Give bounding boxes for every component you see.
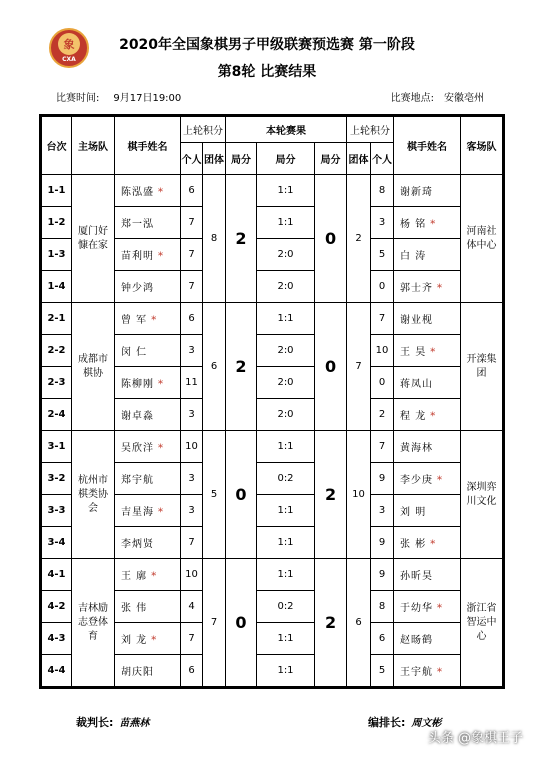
board-id: 3-2 xyxy=(42,463,72,495)
board-id: 1-2 xyxy=(42,207,72,239)
home-ind-prev: 3 xyxy=(181,335,203,367)
player-name: 于幼华 xyxy=(400,603,434,614)
star-mark: * xyxy=(151,315,158,326)
home-ind-prev: 7 xyxy=(181,271,203,303)
player-name: 张 彬 xyxy=(400,539,427,550)
player-name: 郑一泓 xyxy=(121,219,154,230)
away-team: 河南社体中心 xyxy=(461,175,503,303)
away-ind-prev: 0 xyxy=(371,367,394,399)
away-points: 0 xyxy=(315,303,347,431)
away-team: 浙江省智运中心 xyxy=(461,559,503,687)
away-ind-prev: 7 xyxy=(371,431,394,463)
away-player xyxy=(394,175,461,207)
table-row xyxy=(42,175,503,207)
player-name: 吉星海 xyxy=(121,507,154,518)
away-ind-prev: 3 xyxy=(371,207,394,239)
player-name: 赵旸鹤 xyxy=(400,635,434,646)
home-player xyxy=(115,239,181,271)
star-mark: * xyxy=(437,283,444,294)
player-name: 陈泓盛 xyxy=(121,187,154,198)
home-player xyxy=(115,623,181,655)
player-name: 杨 铭 xyxy=(400,219,427,230)
player-name: 郑宇航 xyxy=(121,475,154,486)
away-player xyxy=(394,655,461,687)
results-table xyxy=(41,116,503,687)
away-player xyxy=(394,335,461,367)
board-id: 2-1 xyxy=(42,303,72,335)
home-ind-prev: 6 xyxy=(181,175,203,207)
player-name: 白 涛 xyxy=(400,251,427,262)
table-row xyxy=(42,303,503,335)
star-mark: * xyxy=(151,571,158,582)
away-player xyxy=(394,527,461,559)
col-prev: 上轮积分 xyxy=(181,117,226,143)
away-player xyxy=(394,399,461,431)
home-team: 吉林励志登体育 xyxy=(72,559,115,687)
home-ind-prev: 4 xyxy=(181,591,203,623)
board-id: 1-1 xyxy=(42,175,72,207)
player-name: 李炳贤 xyxy=(121,539,154,550)
away-ind-prev: 9 xyxy=(371,527,394,559)
place-label: 比赛地点: xyxy=(390,93,434,104)
board-score: 1:1 xyxy=(257,431,315,463)
home-player xyxy=(115,495,181,527)
away-ind-prev: 5 xyxy=(371,655,394,687)
away-points: 2 xyxy=(315,431,347,559)
home-player xyxy=(115,271,181,303)
col-player: 棋手姓名 xyxy=(115,117,181,175)
player-name: 孙昕昊 xyxy=(400,571,434,582)
col-away: 客场队 xyxy=(461,117,503,175)
away-player xyxy=(394,367,461,399)
home-player xyxy=(115,527,181,559)
board-score: 2:0 xyxy=(257,239,315,271)
home-team-prev: 5 xyxy=(203,431,226,559)
home-ind-prev: 10 xyxy=(181,559,203,591)
col-pts: 局分 xyxy=(226,143,257,175)
board-score: 0:2 xyxy=(257,591,315,623)
home-player xyxy=(115,463,181,495)
player-name: 胡庆阳 xyxy=(121,667,154,678)
col-player2: 棋手姓名 xyxy=(394,117,461,175)
away-ind-prev: 0 xyxy=(371,271,394,303)
away-player xyxy=(394,591,461,623)
home-ind-prev: 3 xyxy=(181,399,203,431)
board-score: 2:0 xyxy=(257,399,315,431)
player-name: 郭士齐 xyxy=(400,283,434,294)
watermark: 头条 @象棋王子 xyxy=(427,731,523,746)
home-ind-prev: 11 xyxy=(181,367,203,399)
col-home: 主场队 xyxy=(72,117,115,175)
home-team: 杭州市棋类协会 xyxy=(72,431,115,559)
player-name: 李少庚 xyxy=(400,475,434,486)
home-ind-prev: 6 xyxy=(181,303,203,335)
board-score: 1:1 xyxy=(257,495,315,527)
logo-emblem: 象 xyxy=(58,33,80,55)
board-id: 2-4 xyxy=(42,399,72,431)
away-player xyxy=(394,463,461,495)
arranger-label: 编排长: xyxy=(368,716,406,729)
home-player xyxy=(115,431,181,463)
home-player xyxy=(115,335,181,367)
away-ind-prev: 9 xyxy=(371,463,394,495)
referee-label: 裁判长: xyxy=(76,716,114,729)
star-mark: * xyxy=(158,251,164,262)
place-value: 安徽亳州 xyxy=(444,93,484,104)
home-player xyxy=(115,399,181,431)
time-value: 9月17日19:00 xyxy=(113,93,182,104)
player-name: 黄海林 xyxy=(400,443,434,454)
board-score: 1:1 xyxy=(257,527,315,559)
player-name: 王 昊 xyxy=(400,347,427,358)
col-pts2: 局分 xyxy=(315,143,347,175)
star-mark: * xyxy=(151,635,158,646)
away-player xyxy=(394,239,461,271)
board-id: 4-3 xyxy=(42,623,72,655)
star-mark: * xyxy=(158,379,164,390)
star-mark: * xyxy=(437,475,444,486)
col-team: 团体 xyxy=(203,143,226,175)
home-points: 0 xyxy=(226,431,257,559)
home-ind-prev: 7 xyxy=(181,207,203,239)
away-ind-prev: 3 xyxy=(371,495,394,527)
col-match: 局分 xyxy=(257,143,315,175)
page-title: 2020年全国象棋男子甲级联赛预选赛 第一阶段 xyxy=(119,37,415,53)
board-score: 1:1 xyxy=(257,655,315,687)
home-ind-prev: 7 xyxy=(181,239,203,271)
time-label: 比赛时间: xyxy=(56,93,100,104)
player-name: 张 伟 xyxy=(121,603,148,614)
board-id: 1-3 xyxy=(42,239,72,271)
board-score: 2:0 xyxy=(257,335,315,367)
away-ind-prev: 10 xyxy=(371,335,394,367)
home-ind-prev: 7 xyxy=(181,623,203,655)
away-ind-prev: 2 xyxy=(371,399,394,431)
board-score: 1:1 xyxy=(257,207,315,239)
star-mark: * xyxy=(158,187,164,198)
home-player xyxy=(115,303,181,335)
player-name: 陈柳刚 xyxy=(121,379,154,390)
logo-sub: CXA xyxy=(62,56,76,63)
board-score: 1:1 xyxy=(257,623,315,655)
board-id: 2-2 xyxy=(42,335,72,367)
col-prev2: 上轮积分 xyxy=(347,117,394,143)
home-ind-prev: 7 xyxy=(181,527,203,559)
star-mark: * xyxy=(437,603,444,614)
away-player xyxy=(394,495,461,527)
away-ind-prev: 8 xyxy=(371,591,394,623)
home-ind-prev: 3 xyxy=(181,463,203,495)
home-player xyxy=(115,559,181,591)
away-team: 深圳弈川文化 xyxy=(461,431,503,559)
away-player xyxy=(394,559,461,591)
home-ind-prev: 6 xyxy=(181,655,203,687)
away-team-prev: 6 xyxy=(347,559,371,687)
away-player xyxy=(394,303,461,335)
board-score: 1:1 xyxy=(257,175,315,207)
table-row xyxy=(42,431,503,463)
player-name: 蒋凤山 xyxy=(400,379,434,390)
away-ind-prev: 9 xyxy=(371,559,394,591)
col-round: 本轮赛果 xyxy=(226,117,347,143)
home-team-prev: 7 xyxy=(203,559,226,687)
player-name: 王 廓 xyxy=(121,571,148,582)
board-id: 4-2 xyxy=(42,591,72,623)
col-ind2: 个人 xyxy=(371,143,394,175)
player-name: 刘 明 xyxy=(400,507,427,518)
home-player xyxy=(115,367,181,399)
player-name: 苗利明 xyxy=(121,251,154,262)
match-place xyxy=(391,89,484,104)
star-mark: * xyxy=(430,539,437,550)
home-player xyxy=(115,207,181,239)
away-player xyxy=(394,271,461,303)
star-mark: * xyxy=(430,347,437,358)
board-score: 2:0 xyxy=(257,367,315,399)
home-team-prev: 8 xyxy=(203,175,226,303)
board-id: 3-4 xyxy=(42,527,72,559)
star-mark: * xyxy=(158,443,164,454)
home-ind-prev: 3 xyxy=(181,495,203,527)
home-player xyxy=(115,655,181,687)
home-player xyxy=(115,175,181,207)
board-id: 4-1 xyxy=(42,559,72,591)
away-team-prev: 2 xyxy=(347,175,371,303)
star-mark: * xyxy=(430,219,437,230)
player-name: 王宇航 xyxy=(400,667,434,678)
table-row xyxy=(42,559,503,591)
home-player xyxy=(115,591,181,623)
away-player xyxy=(394,207,461,239)
star-mark: * xyxy=(430,411,437,422)
board-score: 2:0 xyxy=(257,271,315,303)
col-table: 台次 xyxy=(42,117,72,175)
player-name: 闵 仁 xyxy=(121,347,148,358)
arranger-name: 周文彬 xyxy=(411,718,442,729)
col-ind: 个人 xyxy=(181,143,203,175)
away-points: 0 xyxy=(315,175,347,303)
away-team: 开滦集团 xyxy=(461,303,503,431)
home-ind-prev: 10 xyxy=(181,431,203,463)
away-ind-prev: 7 xyxy=(371,303,394,335)
home-team: 成都市棋协 xyxy=(72,303,115,431)
away-player xyxy=(394,623,461,655)
board-id: 3-3 xyxy=(42,495,72,527)
board-id: 1-4 xyxy=(42,271,72,303)
player-name: 谢新琦 xyxy=(400,187,434,198)
away-team-prev: 7 xyxy=(347,303,371,431)
referee xyxy=(76,714,149,730)
player-name: 刘 龙 xyxy=(121,635,148,646)
player-name: 谢业枧 xyxy=(400,315,434,326)
player-name: 吴欣洋 xyxy=(121,443,154,454)
board-id: 4-4 xyxy=(42,655,72,687)
player-name: 谢卓淼 xyxy=(121,411,154,422)
match-time xyxy=(56,89,181,104)
home-team-prev: 6 xyxy=(203,303,226,431)
player-name: 钟少鸿 xyxy=(121,283,154,294)
referee-name: 苗燕林 xyxy=(119,718,150,729)
home-team: 厦门好慷在家 xyxy=(72,175,115,303)
away-player xyxy=(394,431,461,463)
player-name: 程 龙 xyxy=(400,411,427,422)
board-score: 0:2 xyxy=(257,463,315,495)
board-id: 2-3 xyxy=(42,367,72,399)
player-name: 曾 军 xyxy=(121,315,148,326)
home-points: 2 xyxy=(226,175,257,303)
board-score: 1:1 xyxy=(257,559,315,591)
star-mark: * xyxy=(437,667,444,678)
away-points: 2 xyxy=(315,559,347,687)
page-subtitle: 第8轮 比赛结果 xyxy=(217,64,317,80)
star-mark: * xyxy=(158,507,164,518)
home-points: 0 xyxy=(226,559,257,687)
away-ind-prev: 8 xyxy=(371,175,394,207)
board-score: 1:1 xyxy=(257,303,315,335)
away-ind-prev: 6 xyxy=(371,623,394,655)
away-team-prev: 10 xyxy=(347,431,371,559)
board-id: 3-1 xyxy=(42,431,72,463)
away-ind-prev: 5 xyxy=(371,239,394,271)
home-points: 2 xyxy=(226,303,257,431)
col-team2: 团体 xyxy=(347,143,371,175)
